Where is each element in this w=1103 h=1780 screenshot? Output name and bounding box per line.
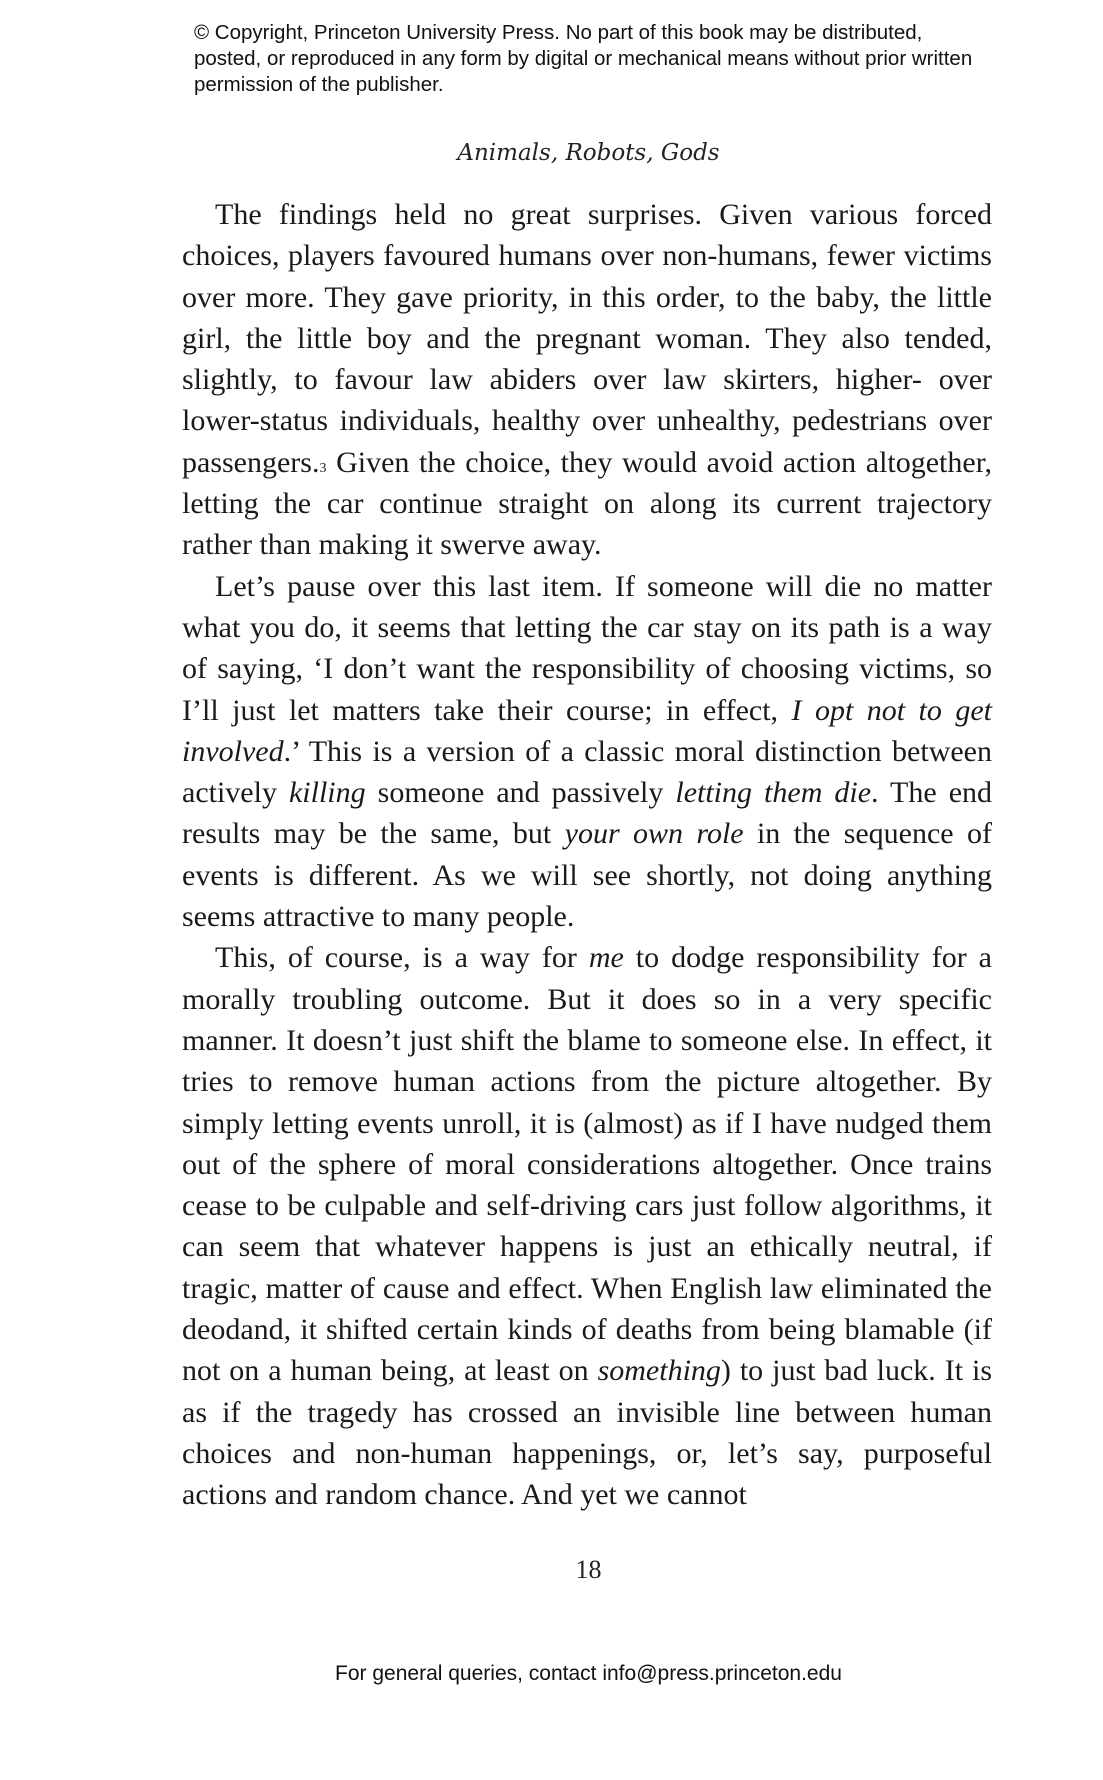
- paragraph-2-s5: in the sequence of events is different. As we will see shortly, not doing anything seems attractive to many people.: [182, 817, 992, 934]
- paragraph-3: [182, 937, 992, 1515]
- paragraph-3-s1: This, of course, is a way for: [215, 941, 589, 975]
- paragraph-2: [182, 566, 992, 938]
- paragraph-3-em1: me: [588, 941, 624, 975]
- paragraph-2-s1: Let’s pause over this last item. If someone will die no matter what you do, it seems that letting the car stay on its path is a way of saying, ‘I don’t want the responsibility of choosing victims, so I’ll just let matters take their course; in effect,: [182, 569, 992, 727]
- paragraph-3-s3: ) to just bad luck. It is as if the tragedy has crossed an invisible line between human choices and non-human happenings, or, let’s say, purposeful actions and random chance. And yet we cannot: [182, 1354, 992, 1512]
- paragraph-2-s2: .’ This is a version of a classic moral distinction between actively: [182, 734, 992, 810]
- paragraph-1-text-b: Given the choice, they would avoid action altogether, letting the car continue straight on along its current trajectory rather than making it swerve away.: [182, 445, 992, 562]
- paragraph-2-em2: killing: [288, 776, 366, 810]
- paragraph-2-em4: your own role: [564, 817, 744, 851]
- footnote-ref-3[interactable]: 3: [319, 460, 327, 476]
- copyright-notice: © Copyright, Princeton University Press. No part of this book may be distributed, posted, or reproduced in any form by digital or mechanical means without prior written permission of the publisher.: [194, 21, 973, 96]
- body-text: [182, 194, 992, 1516]
- paragraph-1-text-a: The findings held no great surprises. Given various forced choices, players favoured humans over non-humans, fewer victims over more. They gave priority, in this order, to the baby, the little girl, the little boy and the pregnant woman. They also tended, slightly, to favour law abiders over law skirters, higher- over lower-status individuals, healthy over unhealthy, pedestrians over passengers.: [182, 198, 992, 479]
- paragraph-2-s3: someone and passively: [365, 776, 676, 810]
- running-head: Animals, Robots, Gods: [457, 140, 720, 166]
- paragraph-3-s2: to dodge responsibility for a morally troubling outcome. But it does so in a very specific manner. It doesn’t just shift the blame to someone else. In effect, it tries to remove human actions from the picture altogether. By simply letting events unroll, it is (almost) as if I have nudged them out of the sphere of moral considerations altogether. Once trains cease to be culpable and self-driving cars just follow algorithms, it can seem that whatever happens is just an ethically neutral, if tragic, matter of cause and effect. When English law eliminated the deodand, it shifted certain kinds of deaths from being blamable (if not on a human being, at least on: [182, 941, 992, 1388]
- footer-contact: For general queries, contact info@press.princeton.edu: [335, 1662, 842, 1685]
- paragraph-1: [182, 194, 992, 566]
- page-number: 18: [575, 1555, 602, 1584]
- paragraph-2-em3: letting them die: [675, 776, 872, 810]
- paragraph-2-em1: I opt not to get involved: [182, 693, 992, 768]
- paragraph-2-s4: . The end results may be the same, but: [182, 776, 993, 851]
- paragraph-3-em2: something: [597, 1354, 721, 1388]
